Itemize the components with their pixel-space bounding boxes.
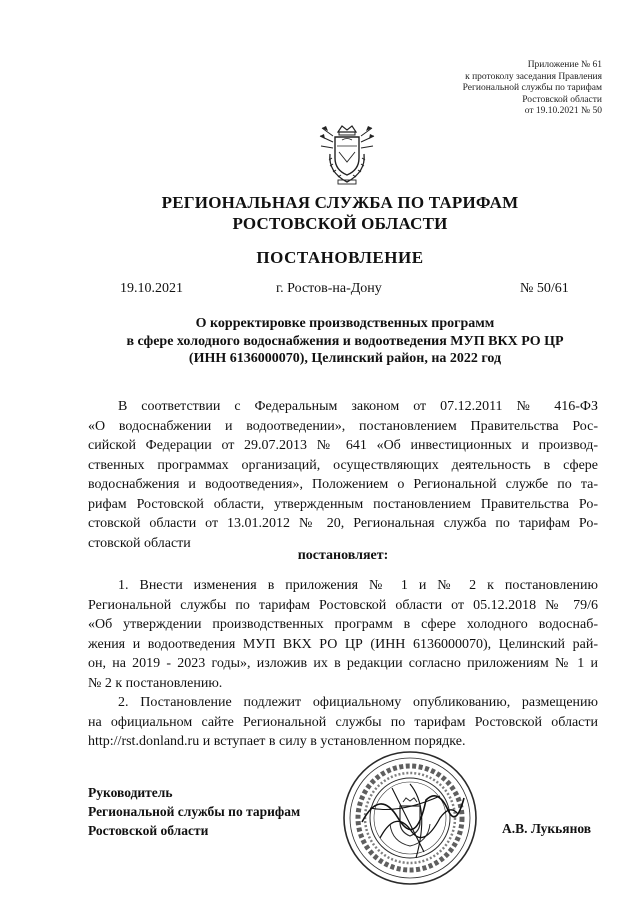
item-line: 1. Внести изменения в приложения № 1 и № 2 к постановлению (118, 578, 598, 593)
document-date: 19.10.2021 (120, 281, 183, 296)
paragraph-line: сийской Федерации от 29.07.2013 № 641 «Об инвестиционных и производ- (88, 438, 598, 453)
agency-name (80, 192, 600, 234)
document-type: ПОСТАНОВЛЕНИЕ (256, 248, 424, 267)
subject-line: в сфере холодного водоснабжения и водоотведения МУП ВКХ РО ЦР (126, 333, 564, 349)
appendix-line: от 19.10.2021 № 50 (524, 106, 602, 116)
decree-items (88, 576, 598, 752)
item-line: он, на 2019 - 2023 годы», изложив их в редакции согласно приложениям № 1 и (88, 656, 598, 671)
item-line: 2. Постановление подлежит официальному опубликованию, размещению (118, 695, 598, 710)
agency-name-line: РОСТОВСКОЙ ОБЛАСТИ (232, 214, 448, 233)
appendix-line: Ростовской области (522, 94, 602, 105)
appendix-note (382, 60, 602, 118)
official-seal-icon (340, 748, 480, 888)
subject-line: (ИНН 6136000070), Целинский район, на 2022 год (188, 351, 502, 366)
agency-name-line: РЕГИОНАЛЬНАЯ СЛУЖБА ПО ТАРИФАМ (161, 193, 519, 212)
paragraph-line: водоснабжения и водоотведения», Положением о Региональной службе по та- (88, 477, 598, 492)
item-line: № 2 к постановлению. (88, 675, 223, 691)
document-subject (60, 315, 630, 368)
signatory-title (88, 783, 300, 840)
paragraph-line: В соответствии с Федеральным законом от 07.12.2011 № 416-ФЗ (118, 399, 598, 414)
document-city: г. Ростов-на-Дону (276, 281, 382, 296)
item-line: на официальном сайте Региональной службы по тарифам Ростовской области (88, 714, 598, 730)
item-line: Региональной службы по тарифам Ростовской области от 05.12.2018 № 79/6 (88, 597, 598, 613)
paragraph-line: стовской области от 13.01.2012 № 20, Региональная служба по тарифам Ро- (88, 516, 598, 531)
item-line: http://rst.donland.ru и вступает в силу в установленном порядке. (88, 734, 466, 749)
decree-word: постановляет: (297, 548, 389, 563)
signatory-title-line: Ростовской области (88, 823, 209, 838)
signatory-title-line: Руководитель (88, 785, 173, 800)
document-number: № 50/61 (520, 281, 569, 296)
paragraph-line: рифам Ростовской области, утвержденным постановлением Правительства Ро- (88, 496, 598, 512)
preamble-paragraph (88, 397, 598, 553)
appendix-line: Приложение № 61 (527, 60, 602, 70)
paragraph-line: ственных программах организаций, осуществляющих деятельность в сфере (88, 457, 598, 473)
item-line: «Об утверждении производственных программ в сфере холодного водоснаб- (88, 617, 598, 632)
coat-of-arms-icon (316, 122, 378, 188)
signatory-title-line: Региональной службы по тарифам (88, 804, 301, 819)
signatory-name: А.В. Лукьянов (502, 821, 592, 836)
subject-line: О корректировке производственных программ (195, 316, 495, 331)
item-line: жения и водоотведения МУП ВКХ РО ЦР (ИНН 6136000070), Целинский рай- (88, 636, 598, 652)
paragraph-line: «О водоснабжении и водоотведении», постановлением Правительства Рос- (88, 418, 598, 434)
paragraph-line: стовской области (88, 535, 191, 551)
appendix-line: Региональной службы по тарифам (462, 83, 602, 93)
appendix-line: к протоколу заседания Правления (465, 71, 602, 82)
